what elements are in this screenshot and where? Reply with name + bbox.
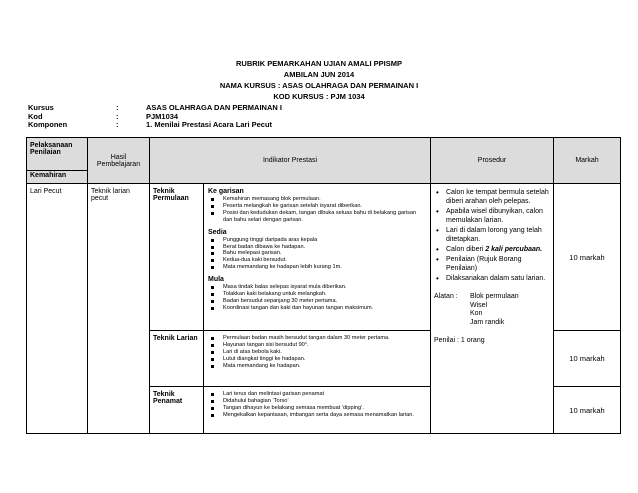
title-line-2: AMBILAN JUN 2014 [283,70,355,79]
meta-key: Komponen [28,120,68,129]
course-meta [28,104,282,130]
meta-key: Kursus [28,103,54,112]
penilai-label: Penilai : [434,337,459,344]
list-item: Masa tindak balas selepas isyarat mula diberikan. [208,284,426,291]
list-item: • Lari di dalam lorong yang telah ditetapkan. [434,226,550,244]
alatan-item: Wisel [470,301,488,309]
list-item: Posisi dan kedudukan dekam, tangan dibuka seluas bahu di belakang garisan dan bahu selari dengan garisan. [208,210,426,224]
meta-key: Kod [28,111,43,121]
meta-colon: : [116,111,119,121]
penilai-value: 1 orang [460,337,485,344]
meta-value: ASAS OLAHRAGA DAN PERMAINAN I [146,103,282,112]
list-item: • Calon ke tempat bermula setelah diberi arahan oleh pelepas. [434,188,550,206]
table-row [27,184,621,331]
list-item: • Penilaian (Rujuk Borang Penilaian) [434,255,550,273]
list-item: Didahului bahagian ‘Torso’ [208,398,426,405]
hasil-cell: Teknik larian pecut [88,184,150,434]
title-line-1: RUBRIK PEMARKAHAN UJIAN AMALI PPISMP [236,59,402,68]
list-item: Kedua-dua kaki bersudut. [208,257,426,264]
list-item: Badan bersudut sepanjang 30 meter pertama. [208,298,426,305]
list-item: Peserta melangkah ke garisan setelah isyarat diberikan. [208,203,426,210]
meta-value: 1. Menilai Prestasi Acara Lari Pecut [146,120,273,129]
alatan-item: Kon [470,310,483,317]
list-item: Lari terus dan melintasi garisan penamat [208,391,426,398]
meta-row-komponen [28,121,282,130]
markah-larian: 10 markah [554,331,621,387]
header-pelaksanaan: Pelaksanaan Penilaian [27,138,88,171]
prosedur-cell [431,184,554,434]
alatan-item: Blok permulaan [470,293,519,300]
teknik-larian: Teknik Larian [150,331,204,387]
meta-colon: : [116,120,119,129]
list-item: Koordinasi tangan dan kaki dan hayunan tangan maksimum. [208,305,426,312]
teknik-penamat: Teknik Penamat [150,387,204,434]
group-title: Sedia [208,228,227,236]
alatan-item: Jam randik [470,318,505,326]
list-item: Mengekalkan kepantasan, imbangan serta daya semasa menamatkan larian. [208,412,426,419]
list-item: Mata memandang ke hadapan. [208,363,426,370]
list-item: Kemahiran memasang blok permulaan. [208,196,426,203]
indikator-larian [204,331,431,387]
rubric-table [26,137,621,434]
header-markah: Markah [554,138,621,184]
meta-colon: : [116,103,119,112]
list-item: Bahu melepasi garisan. [208,250,426,257]
list-item: • Dilaksanakan dalam satu larian. [434,274,550,283]
list-item: Berat badan dibawa ke hadapan. [208,244,426,251]
penilai-block [434,337,550,344]
header-prosedur: Prosedur [431,138,554,184]
list-item: Tolakkan kaki belakang untuk melangkah. [208,291,426,298]
alatan-label: Alatan : [434,293,458,300]
title-line-4: KOD KURSUS : PJM 1034 [273,92,365,101]
markah-permulaan: 10 markah [554,184,621,331]
list-item: Tangan dihayun ke belakang semasa membuat ‘dipping’. [208,405,426,412]
list-item: • Calon diberi 2 kali percubaan. [434,245,550,254]
markah-penamat: 10 markah [554,387,621,434]
header-row [27,138,621,171]
list-item: Permulaan badan masih bersudut tangan dalam 30 meter pertama. [208,335,426,342]
indikator-penamat [204,387,431,434]
list-item: • Apabila wisel dibunyikan, calon memulakan larian. [434,207,550,225]
list-item: Hayunan tangan sisi bersudut 90°. [208,342,426,349]
list-item: Mata memandang ke hadapan lebih kurang 1m. [208,264,426,271]
indikator-permulaan [204,184,431,331]
header-hasil: Hasil Pembelajaran [88,138,150,184]
group-title: Mula [208,276,224,284]
list-item: Lutut diangkat tinggi ke hadapan. [208,356,426,363]
list-item: Punggung tinggi daripada aras kepala [208,237,426,244]
alatan-block [434,293,550,327]
list-item: Lari di atas bebola kaki. [208,349,426,356]
teknik-permulaan: Teknik Permulaan [150,184,204,331]
skill-cell: Lari Pecut [27,184,88,434]
header-indikator: Indikator Prestasi [150,138,431,184]
meta-value: PJM1034 [146,111,179,121]
header-kemahiran: Kemahiran [27,171,88,184]
group-title: Ke garisan [208,188,244,195]
title-line-3: NAMA KURSUS : ASAS OLAHRAGA DAN PERMAINAN I [219,81,419,90]
